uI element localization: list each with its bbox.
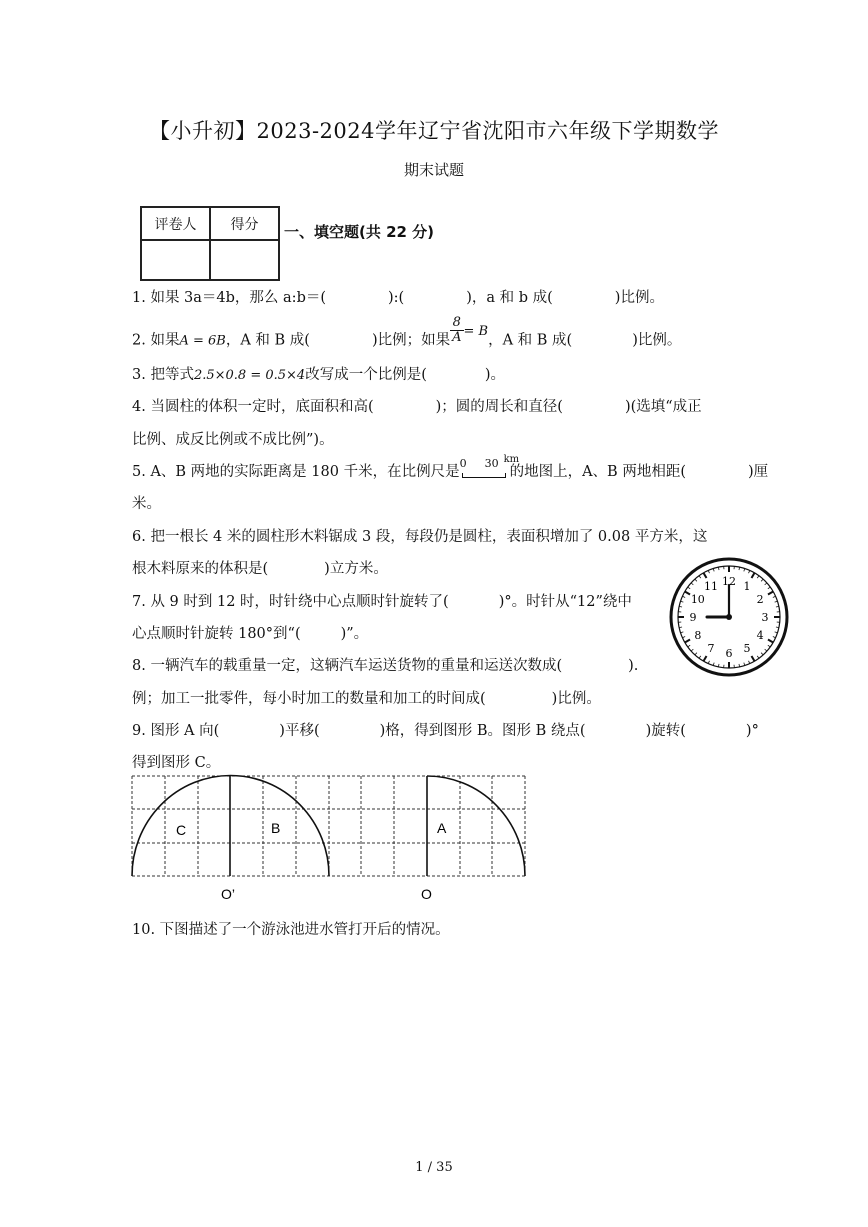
clock-number: 4 [756,629,764,642]
q3-equation: 2.5×0.8 = 0.5×4 [193,368,306,383]
q8-text-a: 8. 一辆汽车的载重量一定，这辆汽车运送货物的重量和运送次数成( [132,658,563,674]
question-8-line-2 [132,687,601,708]
q9-text-c: )格，得到图形 B。图形 B 绕点( [379,723,586,739]
clock-figure [668,556,790,678]
point-o-label: O [421,886,432,902]
q6-text-b: )立方米。 [324,561,388,577]
q2-text-b: ，A 和 B 成( [225,332,310,349]
label-b: B [271,820,281,836]
q8-text-d: )比例。 [551,691,601,707]
q2-text-e: )比例。 [632,332,682,349]
section-title: 一、填空题(共 22 分) [284,223,435,241]
q2-text-a: 2. 如果 [132,332,180,349]
q1-text-a: 1. 如果 3a＝4b，那么 a:b＝( [132,290,327,306]
clock-center-dot [726,614,732,620]
clock-number: 12 [722,575,736,588]
score-table [140,206,280,281]
clock-number: 8 [694,629,702,642]
clock-number: 6 [725,647,733,660]
question-6-line-1: 6. 把一根长 4 米的圆柱形木料锯成 3 段，每段仍是圆柱，表面积增加了 0.08 平方米，这 [132,529,708,545]
label-c: C [176,822,187,838]
score-table-reviewer-blank [141,240,210,280]
question-7-line-2 [132,622,368,643]
score-table-reviewer: 评卷人 [141,207,210,240]
document-subtitle: 期末试题 [403,161,464,179]
question-3 [132,363,505,384]
q2-equation-1: A = 6B [179,333,226,349]
question-1 [132,286,664,307]
q2-text-c: )比例；如果 [371,332,451,349]
q2-text-d: ，A 和 B 成( [488,332,573,349]
question-5-line-2: 米。 [132,496,161,512]
q4-text-b: )；圆的周长和直径( [435,399,563,415]
question-5-line-1 [132,454,769,481]
q3-text-c: )。 [484,367,506,383]
q7-text-b: )°。时针从“12”绕中 [498,594,632,610]
q7-text-d: )”。 [340,626,369,642]
label-a: A [437,820,447,836]
q1-text-c: )，a 和 b 成( [466,290,553,306]
scale-zero-label: 0 [459,457,467,470]
question-10: 10. 下图描述了一个游泳池进水管打开后的情况。 [132,922,450,938]
q2-equation-2-rhs: = B [463,323,489,339]
q5-text-b: 的地图上，A、B 两地相距( [509,464,686,480]
question-7-line-1 [132,590,632,611]
q9-text-e: )° [745,723,759,739]
q3-text-a: 3. 把等式 [132,367,194,383]
question-9-line-2: 得到图形 C。 [132,755,221,771]
clock-number: 10 [690,593,705,606]
scale-value-label: 30 [484,457,499,470]
grid-figure [128,772,530,908]
q7-text-c: 心点顺时针旋转 180°到“( [132,626,301,642]
page-number: 1 / 35 [415,1160,453,1175]
scale-line [462,473,506,478]
question-4-line-2: 比例、成反比例或不成比例”)。 [132,432,334,448]
clock-number: 3 [761,611,769,624]
q9-text-a: 9. 图形 A 向( [132,723,220,739]
score-table-score: 得分 [210,207,279,240]
q3-text-b: 改写成一个比例是( [305,367,427,383]
clock-number: 1 [743,579,751,593]
question-8-line-1 [132,654,638,675]
map-scale-bar [459,454,520,481]
q1-text-b: ):( [388,290,405,306]
question-6-line-2 [132,557,388,578]
clock-number: 11 [704,579,718,593]
q5-text-a: 5. A、B 两地的实际距离是 180 千米，在比例尺是 [132,464,460,480]
question-4-line-1 [132,395,702,416]
q8-text-b: ). [628,658,639,674]
q2-fraction [450,316,463,345]
q1-text-d: )比例。 [614,290,664,306]
scale-unit-label: km [503,454,520,465]
q5-text-c: )厘 [747,464,769,480]
q2-frac-num: 8 [450,316,463,331]
q4-text-c: )(选填“成正 [624,399,702,415]
clock-number: 9 [689,611,697,624]
q6-text-a: 根木料原来的体积是( [132,561,269,577]
grid-shapes [132,775,525,876]
q8-text-c: 例；加工一批零件，每小时加工的数量和加工的时间成( [132,691,486,707]
clock-number: 7 [707,642,715,656]
clock-number: 2 [756,593,764,606]
question-9-line-1 [132,719,759,740]
q7-text-a: 7. 从 9 时到 12 时，时针绕中心点顺时针旋转了( [132,594,449,610]
clock-number: 5 [743,642,751,656]
q2-frac-den: A [452,330,462,345]
question-2 [132,315,682,355]
q9-text-d: )旋转( [645,723,686,739]
q9-text-b: )平移( [279,723,320,739]
q4-text-a: 4. 当圆柱的体积一定时，底面积和高( [132,399,374,415]
document-title: 【小升初】2023-2024学年辽宁省沈阳市六年级下学期数学 [149,119,719,143]
score-table-score-blank [210,240,279,280]
point-o-prime-label: O’ [221,886,235,902]
